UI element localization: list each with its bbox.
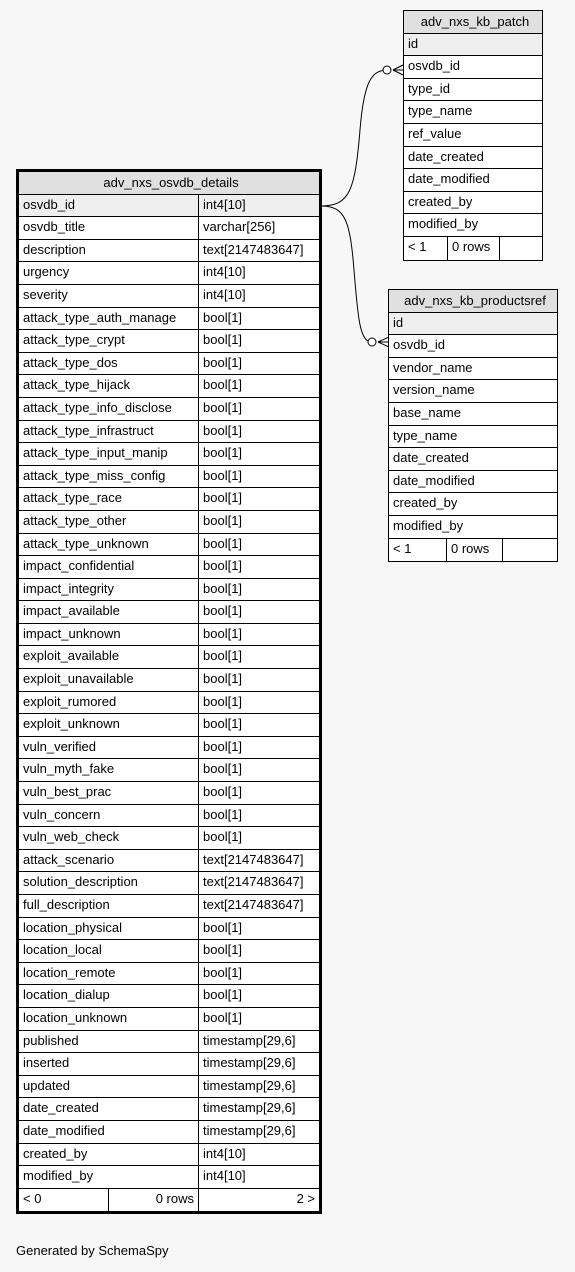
column-name: created_by (19, 1144, 199, 1166)
column-type: bool[1] (203, 490, 243, 506)
column-row[interactable] (404, 214, 542, 237)
column-name: location_remote (19, 963, 199, 985)
column-name: vuln_web_check (19, 827, 199, 849)
column-name: location_physical (19, 918, 199, 940)
table-name: adv_nxs_kb_patch (420, 13, 530, 29)
column-row[interactable] (404, 147, 542, 170)
column-name: vuln_best_prac (19, 782, 199, 804)
fk-link-kb-patch (321, 70, 388, 206)
column-type: bool[1] (203, 535, 243, 551)
column-name: vuln_concern (19, 805, 199, 827)
column-type: bool[1] (203, 512, 243, 528)
column-row[interactable] (19, 579, 319, 602)
table-title (404, 11, 542, 34)
column-row[interactable] (19, 375, 319, 398)
column-row[interactable] (19, 692, 319, 715)
column-type: bool[1] (203, 354, 243, 370)
column-name: created_by (408, 193, 473, 209)
column-row[interactable] (19, 398, 319, 421)
column-type: text[2147483647] (203, 897, 304, 912)
row-count: 0 rows (447, 539, 503, 562)
column-name: id (393, 314, 404, 330)
fk-link-kb-productsref (321, 206, 372, 342)
children-count (500, 237, 542, 260)
column-row[interactable] (389, 358, 557, 381)
column-type: bool[1] (203, 399, 243, 415)
column-name: attack_scenario (19, 850, 199, 872)
column-type: bool[1] (203, 332, 243, 348)
column-type: bool[1] (203, 761, 243, 777)
column-row[interactable] (19, 308, 319, 331)
column-type: bool[1] (203, 1009, 243, 1025)
column-name: osvdb_id (19, 195, 199, 217)
column-type: bool[1] (203, 558, 243, 574)
column-row[interactable] (19, 195, 319, 218)
column-row[interactable] (389, 426, 557, 449)
table-kb-productsref[interactable] (388, 289, 558, 562)
column-row[interactable] (19, 262, 319, 285)
column-type: bool[1] (203, 422, 243, 438)
column-name: attack_type_input_manip (19, 443, 199, 465)
table-osvdb-details[interactable] (16, 169, 322, 1214)
column-row[interactable] (404, 56, 542, 79)
column-name: impact_confidential (19, 556, 199, 578)
column-name: osvdb_id (393, 337, 446, 353)
column-type: bool[1] (203, 738, 243, 754)
column-row[interactable] (19, 985, 319, 1008)
column-row[interactable] (19, 601, 319, 624)
column-row[interactable] (19, 285, 319, 308)
generated-by-label: Generated by SchemaSpy (16, 1243, 169, 1258)
column-name: location_dialup (19, 985, 199, 1007)
column-name: attack_type_crypt (19, 330, 199, 352)
column-type: bool[1] (203, 716, 243, 732)
column-name: attack_type_dos (19, 353, 199, 375)
column-name: date_modified (408, 171, 490, 187)
column-type: int4[10] (203, 1145, 246, 1161)
column-row[interactable] (19, 850, 319, 873)
column-row[interactable] (404, 124, 542, 147)
column-name: inserted (19, 1053, 199, 1075)
column-type: bool[1] (203, 467, 243, 483)
column-type: bool[1] (203, 377, 243, 393)
column-name: modified_by (393, 517, 464, 533)
column-type: bool[1] (203, 309, 243, 325)
column-row[interactable] (19, 895, 319, 918)
column-name: osvdb_id (408, 58, 461, 74)
column-row[interactable] (19, 1121, 319, 1144)
column-name: vuln_verified (19, 737, 199, 759)
column-name: location_local (19, 940, 199, 962)
column-name: attack_type_unknown (19, 534, 199, 556)
column-row[interactable] (389, 471, 557, 494)
column-name: attack_type_infrastruct (19, 421, 199, 443)
column-type: int4[10] (203, 1168, 246, 1184)
table-footer (404, 237, 542, 260)
column-type: timestamp[29,6] (203, 1100, 296, 1116)
column-type: bool[1] (203, 942, 243, 958)
table-title (389, 290, 557, 313)
column-name: date_created (408, 148, 484, 164)
column-row[interactable] (19, 1166, 319, 1189)
column-type: bool[1] (203, 693, 243, 709)
column-row[interactable] (389, 516, 557, 539)
column-name: modified_by (19, 1166, 199, 1188)
column-row[interactable] (19, 963, 319, 986)
column-name: date_modified (393, 472, 475, 488)
column-name: exploit_unavailable (19, 669, 199, 691)
column-name: full_description (19, 895, 199, 917)
column-row[interactable] (389, 313, 557, 336)
children-count (503, 539, 557, 562)
column-name: attack_type_hijack (19, 375, 199, 397)
column-row[interactable] (19, 1076, 319, 1099)
column-row[interactable] (19, 511, 319, 534)
column-row[interactable] (19, 759, 319, 782)
fk-link-kb-patch-crowfoot (393, 65, 403, 75)
column-type: text[2147483647] (203, 874, 304, 890)
column-name: version_name (393, 382, 475, 398)
column-name: solution_description (19, 872, 199, 894)
column-type: bool[1] (203, 964, 243, 980)
column-type: text[2147483647] (203, 241, 304, 257)
column-row[interactable] (389, 448, 557, 471)
column-name: urgency (19, 262, 199, 284)
column-row[interactable] (19, 827, 319, 850)
column-row[interactable] (19, 624, 319, 647)
column-row[interactable] (404, 101, 542, 124)
column-row[interactable] (19, 466, 319, 489)
column-row[interactable] (19, 940, 319, 963)
column-name: attack_type_auth_manage (19, 308, 199, 330)
column-name: location_unknown (19, 1008, 199, 1030)
column-type: bool[1] (203, 806, 243, 822)
table-footer (19, 1189, 319, 1212)
table-footer (389, 539, 557, 562)
column-type: bool[1] (203, 671, 243, 687)
column-type: bool[1] (203, 625, 243, 641)
column-type: bool[1] (203, 829, 243, 845)
column-row[interactable] (19, 1031, 319, 1054)
parents-count: < 1 (389, 539, 447, 562)
column-type: bool[1] (203, 919, 243, 935)
column-name: attack_type_miss_config (19, 466, 199, 488)
column-name: date_created (19, 1098, 199, 1120)
column-row[interactable] (19, 534, 319, 557)
column-name: impact_available (19, 601, 199, 623)
column-type: bool[1] (203, 648, 243, 664)
column-name: type_name (393, 427, 458, 443)
column-type: bool[1] (203, 987, 243, 1003)
row-count: 0 rows (448, 237, 500, 260)
column-row[interactable] (19, 443, 319, 466)
column-row[interactable] (19, 421, 319, 444)
column-row[interactable] (19, 1144, 319, 1167)
parents-count: < 1 (404, 237, 448, 260)
column-row[interactable] (19, 714, 319, 737)
column-row[interactable] (19, 1098, 319, 1121)
parents-count: < 0 (19, 1189, 109, 1212)
column-name: modified_by (408, 216, 479, 232)
column-row[interactable] (19, 782, 319, 805)
column-name: attack_type_info_disclose (19, 398, 199, 420)
column-row[interactable] (389, 493, 557, 516)
column-name: vuln_myth_fake (19, 759, 199, 781)
column-row[interactable] (19, 353, 319, 376)
column-name: exploit_available (19, 646, 199, 668)
column-row[interactable] (404, 79, 542, 102)
column-row[interactable] (389, 380, 557, 403)
column-name: exploit_rumored (19, 692, 199, 714)
column-row[interactable] (19, 737, 319, 760)
column-row[interactable] (19, 1053, 319, 1076)
column-row[interactable] (19, 330, 319, 353)
column-row[interactable] (19, 556, 319, 579)
column-name: type_id (408, 80, 450, 96)
fk-link-kb-patch-optional-marker (383, 66, 391, 74)
column-row[interactable] (19, 872, 319, 895)
column-row[interactable] (19, 217, 319, 240)
column-name: attack_type_race (19, 488, 199, 510)
column-name: impact_unknown (19, 624, 199, 646)
column-name: type_name (408, 103, 473, 119)
column-name: severity (19, 285, 199, 307)
column-type: timestamp[29,6] (203, 1077, 296, 1093)
column-type: bool[1] (203, 445, 243, 461)
column-row[interactable] (404, 192, 542, 215)
column-row[interactable] (389, 403, 557, 426)
column-type: timestamp[29,6] (203, 1032, 296, 1048)
column-type: varchar[256] (203, 219, 276, 235)
column-type: timestamp[29,6] (203, 1122, 296, 1138)
column-type: bool[1] (203, 580, 243, 596)
column-type: int4[10] (203, 264, 246, 280)
column-row[interactable] (404, 169, 542, 192)
column-type: int4[10] (203, 286, 246, 302)
column-row[interactable] (19, 1008, 319, 1031)
column-name: impact_integrity (19, 579, 199, 601)
column-name: base_name (393, 404, 461, 420)
column-name: updated (19, 1076, 199, 1098)
column-row[interactable] (389, 335, 557, 358)
column-row[interactable] (19, 669, 319, 692)
column-name: attack_type_other (19, 511, 199, 533)
row-count: 0 rows (109, 1189, 199, 1212)
column-row[interactable] (19, 805, 319, 828)
column-row[interactable] (19, 918, 319, 941)
table-kb-patch[interactable] (403, 10, 543, 261)
column-type: bool[1] (203, 784, 243, 800)
column-name: exploit_unknown (19, 714, 199, 736)
children-count: 2 > (296, 1190, 315, 1206)
table-name: adv_nxs_osvdb_details (103, 174, 239, 190)
column-name: ref_value (408, 125, 462, 141)
column-name: description (19, 240, 199, 262)
column-row[interactable] (19, 646, 319, 669)
column-type: bool[1] (203, 603, 243, 619)
column-name: osvdb_title (19, 217, 199, 239)
column-name: date_modified (19, 1121, 199, 1143)
column-row[interactable] (404, 34, 542, 57)
column-type: timestamp[29,6] (203, 1055, 296, 1071)
column-name: published (19, 1031, 199, 1053)
column-name: vendor_name (393, 359, 473, 375)
table-title (19, 172, 319, 195)
column-name: created_by (393, 495, 458, 511)
table-name: adv_nxs_kb_productsref (404, 292, 546, 308)
column-name: id (408, 35, 419, 51)
column-row[interactable] (19, 240, 319, 263)
column-type: text[2147483647] (203, 851, 304, 867)
fk-link-kb-productsref-optional-marker (368, 338, 376, 346)
column-type: int4[10] (203, 196, 246, 212)
column-name: date_created (393, 450, 469, 466)
column-row[interactable] (19, 488, 319, 511)
